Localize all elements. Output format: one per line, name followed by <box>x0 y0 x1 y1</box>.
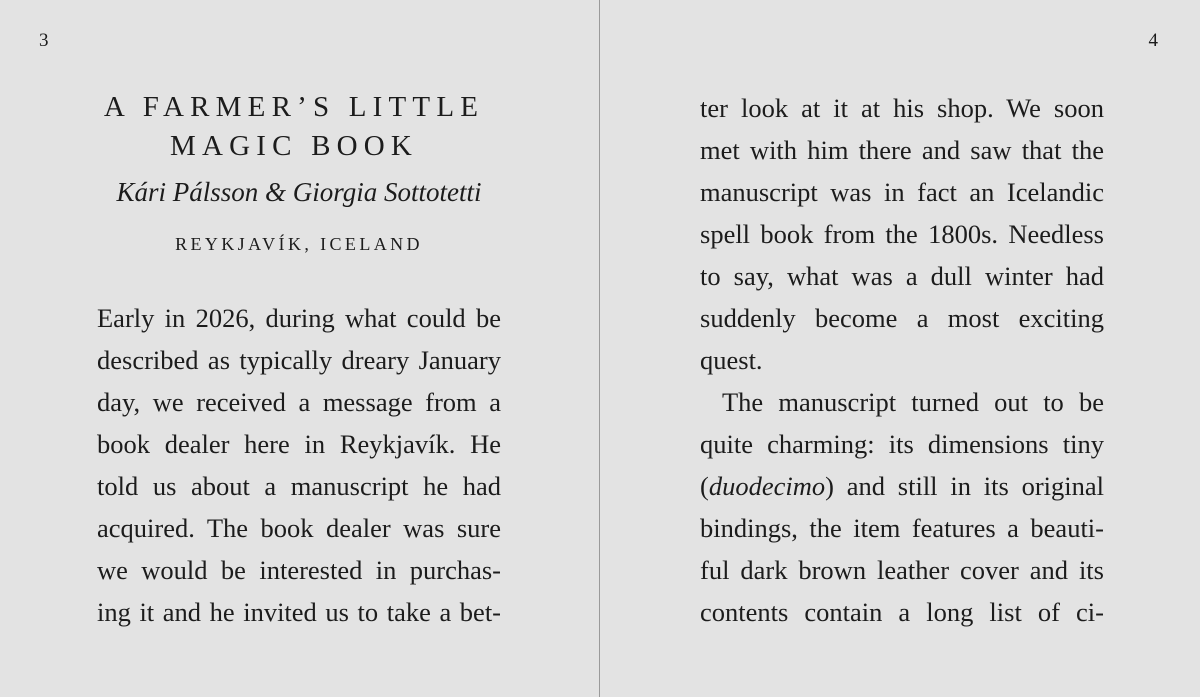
body-text-line: The manuscript turned out to be <box>722 387 1104 417</box>
body-text-line: ing it and he invited us to take a bet- <box>97 597 501 627</box>
body-text-line-with-italic <box>700 465 1104 507</box>
body-text-line: book dealer here in Reykjavík. He <box>97 429 501 459</box>
page-number-left: 3 <box>39 30 49 51</box>
body-text-line: Early in 2026, during what could be <box>97 303 501 333</box>
article-title-line-2: MAGIC BOOK <box>169 130 419 162</box>
body-text-line: quite charming: its dimensions tiny <box>700 429 1104 459</box>
body-text-line: told us about a manuscript he had <box>97 471 501 501</box>
body-text-line: manuscript was in fact an Icelandic <box>700 177 1104 207</box>
body-text-line: acquired. The book dealer was sure <box>97 513 501 543</box>
italic-term: duodecimo <box>708 471 826 501</box>
line-text-before: ( <box>700 471 709 501</box>
page-gutter-divider <box>599 0 600 697</box>
body-text-line: we would be interested in purchas- <box>97 555 501 585</box>
body-text-line: quest. <box>700 345 763 375</box>
body-text-line: described as typically dreary January <box>97 345 501 375</box>
body-text-line: met with him there and saw that the <box>700 135 1104 165</box>
body-text-line: spell book from the 1800s. Needless <box>700 219 1104 249</box>
body-text-line: contents contain a long list of ci- <box>700 597 1104 627</box>
body-text-line: ful dark brown leather cover and its <box>700 555 1104 585</box>
page-number-right: 4 <box>1148 30 1158 51</box>
body-text-line: day, we received a message from a <box>97 387 501 417</box>
body-text-line: ter look at it at his shop. We soon <box>700 93 1104 123</box>
body-text-line: to say, what was a dull winter had <box>700 261 1104 291</box>
body-text-line: bindings, the item features a beauti- <box>700 513 1104 543</box>
body-text-line: suddenly become a most exciting <box>700 303 1104 333</box>
article-location: REYKJAVÍK, ICELAND <box>175 234 423 254</box>
article-authors: Kári Pálsson & Giorgia Sottotetti <box>116 177 482 207</box>
line-text-after: ) and still in its original <box>825 471 1104 501</box>
left-page-body-text <box>97 297 501 633</box>
article-title-line-1: A FARMER’S LITTLE <box>103 91 485 123</box>
right-page-body-text <box>700 87 1104 633</box>
